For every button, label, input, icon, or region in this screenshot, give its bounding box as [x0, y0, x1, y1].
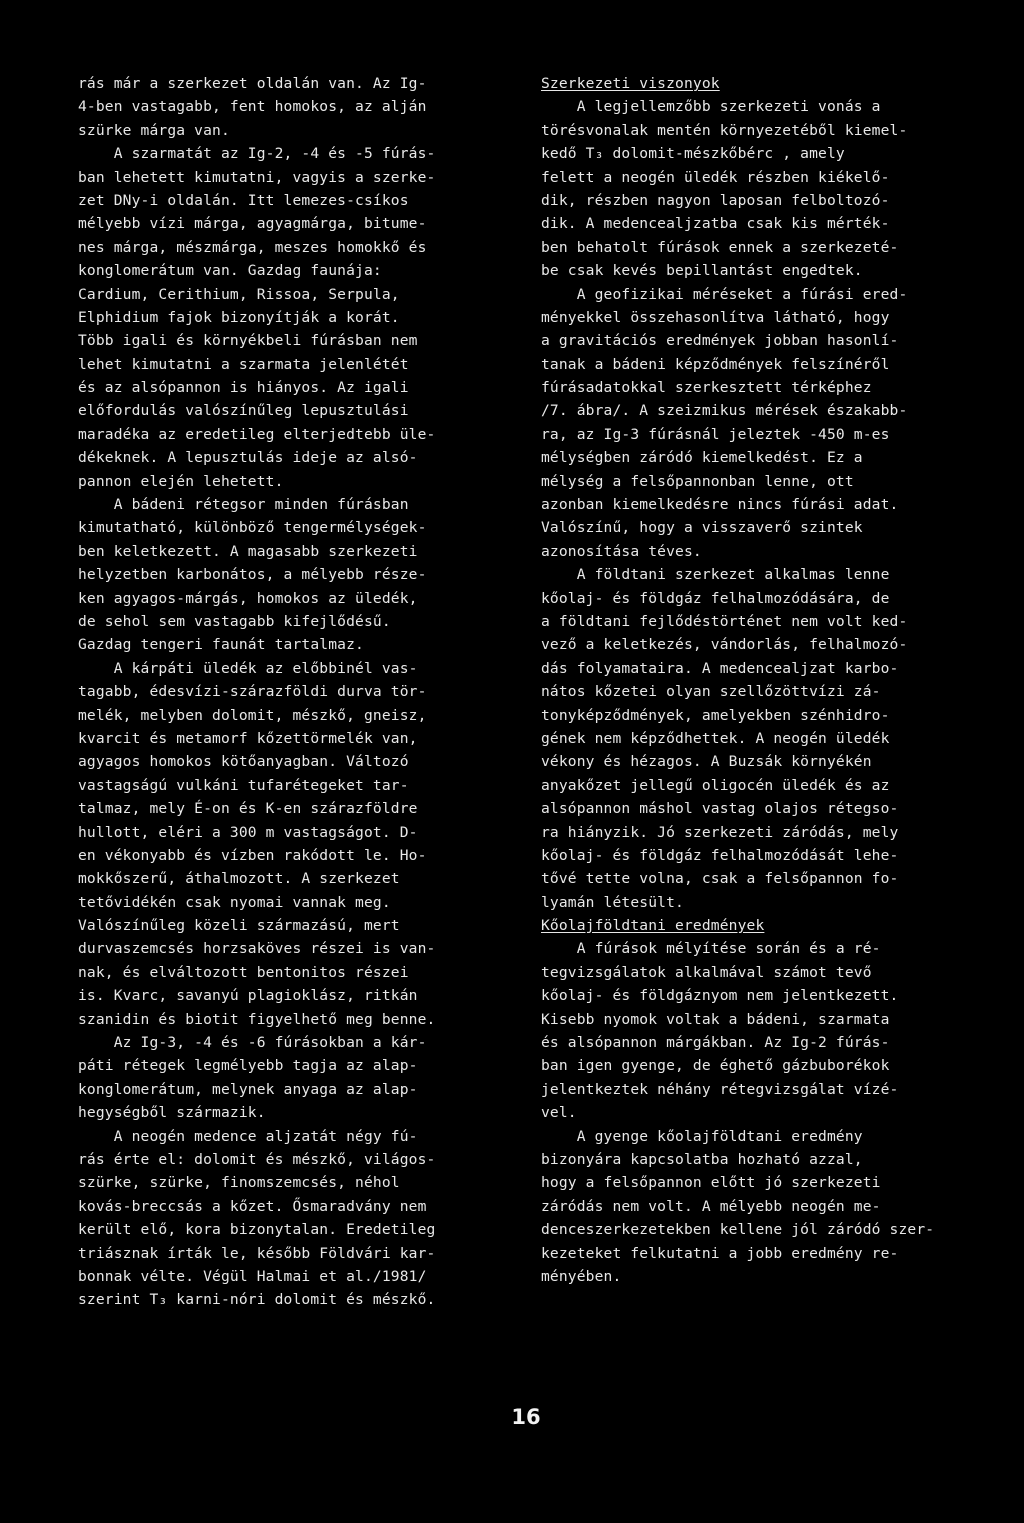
text-line: helyzetben karbonátos, a mélyebb része-: [78, 566, 427, 584]
text-line: kvarcit és metamorf kőzettörmelék van,: [78, 729, 418, 747]
text-line: Valószínű, hogy a visszaverő szintek: [541, 519, 863, 537]
text-line: szerint T₃ karni-nóri dolomit és mészkő.: [78, 1291, 436, 1309]
text-line: ményekkel összehasonlítva látható, hogy: [541, 308, 890, 326]
text-line: dik, részben nagyon laposan felboltozó-: [541, 191, 890, 209]
text-line: nátos kőzetei olyan szellőzöttvízi zá-: [541, 683, 881, 701]
text-line: konglomerátum, melynek anyaga az alap-: [78, 1080, 418, 1098]
text-line: Cardium, Cerithium, Rissoa, Serpula,: [78, 285, 400, 303]
text-line: A földtani szerkezet alkalmas lenne: [541, 566, 890, 584]
text-line: rás már a szerkezet oldalán van. Az Ig-: [78, 75, 427, 92]
text-line: is. Kvarc, savanyú plagioklász, ritkán: [78, 987, 418, 1005]
text-line: kőolaj- és földgáz felhalmozódását lehe-: [541, 846, 899, 864]
text-line: dás folyamataira. A medencealjzat karbo-: [541, 659, 899, 677]
text-line: páti rétegek legmélyebb tagja az alap-: [78, 1057, 418, 1075]
text-line: denceszerkezetekben kellene jól záródó szer-: [541, 1221, 935, 1239]
text-line: mélység a felsőpannonban lenne, ott: [541, 472, 854, 490]
text-line: kezeteket felkutatni a jobb eredmény re-: [541, 1244, 899, 1262]
text-line: felett a neogén üledék részben kiékelő-: [541, 168, 890, 186]
section-heading: Kőolajföldtani eredmények: [541, 917, 765, 935]
text-line: hogy a felsőpannon előtt jó szerkezeti: [541, 1174, 881, 1192]
text-line: tonyképződmények, amelyekben szénhidro-: [541, 706, 890, 724]
text-line: jelentkeztek néhány rétegvizsgálat vízé-: [541, 1080, 899, 1098]
text-line: szürke, szürke, finomszemcsés, néhol: [78, 1174, 400, 1192]
text-line: melék, melyben dolomit, mészkő, gneisz,: [78, 706, 427, 724]
text-line: vastagságú vulkáni tufarétegeket tar-: [78, 776, 409, 794]
text-line: kovás-breccsás a kőzet. Ősmaradvány nem: [78, 1197, 427, 1215]
text-line: A szarmatát az Ig-2, -4 és -5 fúrás-: [78, 145, 436, 163]
text-line: be csak kevés bepillantást engedtek.: [541, 262, 863, 280]
text-line: előfordulás valószínűleg lepusztulási: [78, 402, 409, 420]
text-line: de sehol sem vastagabb kifejlődésű.: [78, 612, 391, 630]
text-line: agyagos homokos kötőanyagban. Változó: [78, 753, 409, 771]
right-text-column: [541, 72, 961, 1288]
text-line: durvaszemcsés horzsaköves részei is van-: [78, 940, 436, 958]
text-line: mokkőszerű, áthalmozott. A szerkezet: [78, 870, 400, 888]
text-line: ben keletkezett. A magasabb szerkezeti: [78, 542, 418, 560]
text-line: A neogén medence aljzatát négy fú-: [78, 1127, 418, 1145]
text-line: lehet kimutatni a szarmata jelenlétét: [78, 355, 409, 373]
text-line: Több igali és környékbeli fúrásban nem: [78, 332, 418, 350]
text-line: /7. ábra/. A szeizmikus mérések északabb-: [541, 402, 908, 420]
text-line: tanak a bádeni képződmények felszínéről: [541, 355, 890, 373]
text-line: kőolaj- és földgáznyom nem jelentkezett.: [541, 987, 899, 1005]
text-line: kimutatható, különböző tengermélységek-: [78, 519, 427, 537]
text-line: tegvizsgálatok alkalmával számot tevő: [541, 963, 872, 981]
text-line: lyamán létesült.: [541, 893, 684, 911]
text-line: Kisebb nyomok voltak a bádeni, szarmata: [541, 1010, 890, 1028]
text-line: vékony és hézagos. A Buzsák környékén: [541, 753, 872, 771]
text-line: fúrásadatokkal szerkesztett térképhez: [541, 379, 872, 397]
text-line: azonosítása téves.: [541, 542, 702, 560]
text-line: ra, az Ig-3 fúrásnál jeleztek -450 m-es: [541, 425, 890, 443]
text-line: azonban kiemelkedésre nincs fúrási adat.: [541, 496, 899, 514]
text-line: A kárpáti üledék az előbbinél vas-: [78, 659, 418, 677]
text-line: bonnak vélte. Végül Halmai et al./1981/: [78, 1267, 427, 1285]
text-line: en vékonyabb és vízben rakódott le. Ho-: [78, 846, 427, 864]
text-line: zet DNy-i oldalán. Itt lemezes-csíkos: [78, 191, 409, 209]
text-line: záródás nem volt. A mélyebb neogén me-: [541, 1197, 881, 1215]
text-line: gének nem képződhettek. A neogén üledék: [541, 729, 890, 747]
text-line: dik. A medencealjzatba csak kis mérték-: [541, 215, 890, 233]
text-line: triásznak írták le, később Földvári kar-: [78, 1244, 436, 1262]
text-line: pannon elején lehetett.: [78, 472, 284, 490]
text-line: A bádeni rétegsor minden fúrásban: [78, 496, 409, 514]
text-line: ben behatolt fúrások ennek a szerkezeté-: [541, 238, 899, 256]
text-line: kedő T₃ dolomit-mészkőbérc , amely: [541, 145, 845, 163]
text-line: a gravitációs eredmények jobban hasonlí-: [541, 332, 899, 350]
text-line: került elő, kora bizonytalan. Eredetileg: [78, 1221, 436, 1239]
text-line: alsópannon máshol vastag olajos rétegso-: [541, 800, 899, 818]
text-line: vező a keletkezés, vándorlás, felhalmozó-: [541, 636, 908, 654]
page-number: 16: [511, 1405, 541, 1429]
text-line: hullott, eléri a 300 m vastagságot. D-: [78, 823, 418, 841]
text-line: bizonyára kapcsolatba hozható azzal,: [541, 1150, 863, 1168]
text-line: kőolaj- és földgáz felhalmozódására, de: [541, 589, 890, 607]
left-text-column: [78, 72, 490, 1312]
section-heading: Szerkezeti viszonyok: [541, 75, 720, 92]
text-line: mélyebb vízi márga, agyagmárga, bitume-: [78, 215, 427, 233]
text-line: A legjellemzőbb szerkezeti vonás a: [541, 98, 881, 116]
text-line: A geofizikai méréseket a fúrási ered-: [541, 285, 908, 303]
text-line: tetővidékén csak nyomai vannak meg.: [78, 893, 391, 911]
text-line: a földtani fejlődéstörténet nem volt ked-: [541, 612, 908, 630]
text-line: ken agyagos-márgás, homokos az üledék,: [78, 589, 418, 607]
text-line: Az Ig-3, -4 és -6 fúrásokban a kár-: [78, 1034, 427, 1052]
text-line: és az alsópannon is hiányos. Az igali: [78, 379, 409, 397]
text-line: dékeknek. A lepusztulás ideje az alsó-: [78, 449, 418, 467]
text-line: ban igen gyenge, de éghető gázbuborékok: [541, 1057, 890, 1075]
text-line: Valószínűleg közeli származású, mert: [78, 917, 400, 935]
text-line: A fúrások mélyítése során és a ré-: [541, 940, 881, 958]
text-line: Elphidium fajok bizonyítják a korát.: [78, 308, 400, 326]
text-line: nes márga, mészmárga, meszes homokkő és: [78, 238, 427, 256]
text-line: szürke márga van.: [78, 121, 230, 139]
text-line: 4-ben vastagabb, fent homokos, az alján: [78, 98, 427, 116]
text-line: vel.: [541, 1104, 577, 1122]
text-line: mélységben záródó kiemelkedést. Ez a: [541, 449, 863, 467]
text-line: ra hiányzik. Jó szerkezeti záródás, mely: [541, 823, 899, 841]
text-line: anyakőzet jellegű oligocén üledék és az: [541, 776, 890, 794]
text-line: törésvonalak mentén környezetéből kiemel-: [541, 121, 908, 139]
text-line: A gyenge kőolajföldtani eredmény: [541, 1127, 863, 1145]
text-line: rás érte el: dolomit és mészkő, világos-: [78, 1150, 436, 1168]
text-line: hegységből származik.: [78, 1104, 266, 1122]
text-line: talmaz, mely É-on és K-en szárazföldre: [78, 800, 418, 818]
text-line: tagabb, édesvízi-szárazföldi durva tör-: [78, 683, 427, 701]
text-line: konglomerátum van. Gazdag faunája:: [78, 262, 382, 280]
text-line: nak, és elváltozott bentonitos részei: [78, 963, 409, 981]
text-line: ban lehetett kimutatni, vagyis a szerke-: [78, 168, 436, 186]
text-line: tővé tette volna, csak a felsőpannon fo-: [541, 870, 899, 888]
text-line: maradéka az eredetileg elterjedtebb üle-: [78, 425, 436, 443]
text-line: ményében.: [541, 1267, 622, 1285]
text-line: és alsópannon márgákban. Az Ig-2 fúrás-: [541, 1034, 890, 1052]
text-line: szanidin és biotit figyelhető meg benne.: [78, 1010, 436, 1028]
text-line: Gazdag tengeri faunát tartalmaz.: [78, 636, 364, 654]
